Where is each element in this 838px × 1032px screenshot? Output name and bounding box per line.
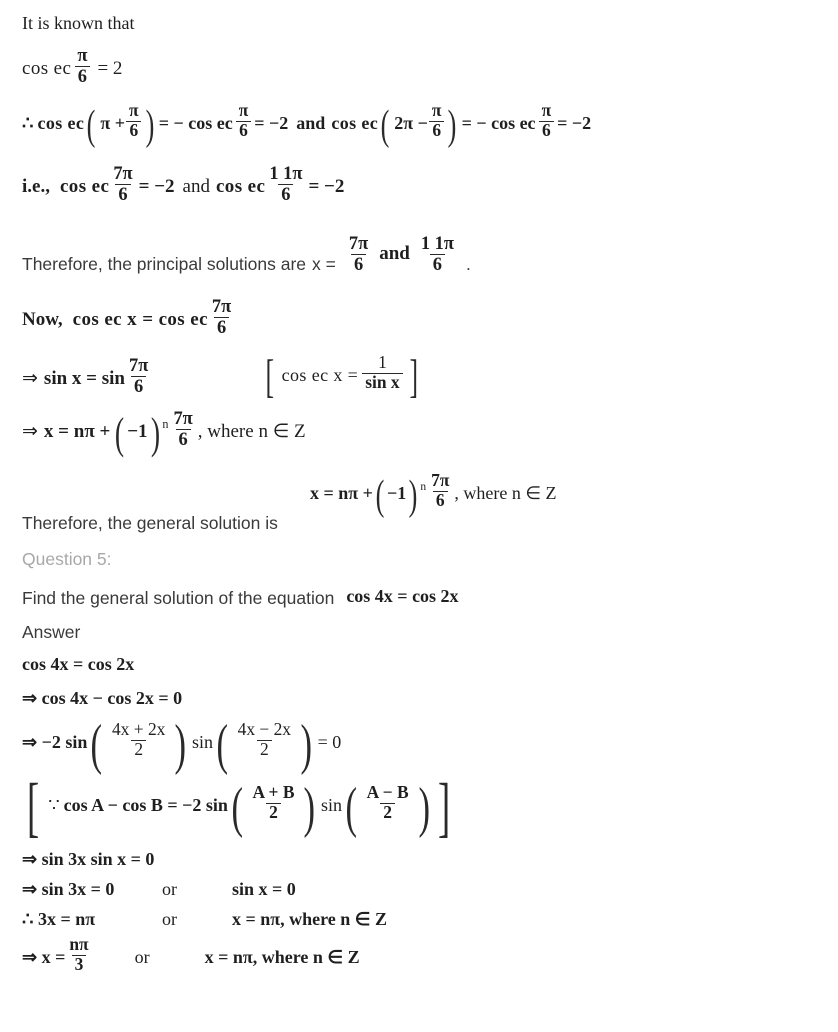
step-7-equation	[22, 934, 360, 977]
now-label: Now,	[22, 308, 63, 330]
paren-close-b: )	[448, 101, 457, 149]
fraction-denominator: 6	[236, 121, 251, 140]
exponent-n: n	[162, 416, 169, 431]
paren-open-2: (	[345, 776, 358, 839]
fraction-numerator: 7π	[173, 408, 193, 429]
implies-arrow: ⇒	[22, 421, 38, 443]
fraction-denominator: 6	[126, 121, 141, 140]
arg-a-lead: π +	[100, 113, 126, 134]
fraction-numerator: 1 1π	[420, 233, 454, 253]
res-a-value: = −2	[254, 113, 289, 134]
step-2-text: ⇒ cos 4x − cos 2x = 0	[22, 688, 183, 708]
fraction-numerator: 1 1π	[269, 163, 303, 184]
fraction-denominator: 2	[131, 740, 146, 759]
cosec-x-expression: cos ec x = cos ec	[72, 308, 208, 330]
paren-open-1: (	[231, 776, 243, 839]
principal-solutions-text: Therefore, the principal solutions are	[22, 254, 307, 275]
fraction-denominator: 2	[266, 803, 281, 822]
step-5-right: sin x = 0	[232, 879, 296, 899]
step-5-equation	[22, 879, 296, 900]
fraction-pi-6	[74, 46, 90, 86]
answer-text: Answer	[22, 622, 81, 642]
arg-b-lead: 2π −	[394, 113, 428, 134]
x-equals-npi: x = nπ +	[43, 420, 111, 442]
value-b: = −2	[308, 175, 345, 197]
now-cosec-line	[22, 296, 235, 340]
paren-close-1: )	[303, 776, 316, 839]
exponent-n: n	[420, 480, 427, 493]
step-7-lead: ⇒ x =	[22, 947, 66, 968]
fraction-numerator: 1	[378, 352, 387, 373]
cosec-pi-6-equation	[22, 45, 126, 89]
mid-a-text: = − cos ec	[158, 113, 233, 134]
fraction-a-minus-b-over-2	[364, 784, 412, 822]
fraction-denominator: 6	[115, 184, 130, 204]
paren-open-b: (	[380, 101, 390, 149]
fraction-4x-plus-2x-over-2	[109, 721, 168, 759]
step-6-equation	[22, 909, 387, 930]
fraction-denominator: 6	[429, 121, 444, 140]
fraction-denominator: 6	[433, 491, 448, 510]
step-3-equation	[22, 713, 343, 776]
minus-one-term: −1	[386, 483, 407, 504]
fraction-7pi-6	[209, 297, 234, 337]
fraction-denominator: 2	[257, 740, 272, 759]
fraction-numerator: 4x + 2x	[111, 719, 166, 740]
paren-close-a: )	[145, 101, 155, 149]
fraction-numerator: π	[129, 100, 139, 121]
cos-difference-identity-box	[22, 771, 455, 845]
step-7-right: x = nπ, where n ∈ Z	[204, 947, 360, 968]
fraction-denominator: 2	[380, 803, 395, 822]
fraction-7pi-6	[110, 164, 135, 204]
cosec-label-7pi: cos ec	[59, 175, 110, 197]
fraction-denominator: 6	[75, 66, 90, 86]
cosec-identity-lhs: cos ec x =	[281, 365, 359, 386]
paren-open: (	[115, 408, 125, 459]
fraction-a-res	[236, 102, 252, 140]
fraction-numerator: π	[238, 100, 249, 121]
fraction-numerator: π	[77, 45, 88, 66]
cosec-label-b: cos ec	[331, 113, 379, 134]
value-a: = −2	[138, 175, 175, 197]
cosec-label: cos ec	[22, 57, 72, 79]
mid-b-text: = − cos ec	[461, 113, 536, 134]
step-1-equation	[22, 654, 134, 675]
x-equals-label: x =	[312, 254, 336, 275]
fraction-numerator: 7π	[128, 355, 149, 376]
bracket-close-icon: ]	[438, 771, 451, 845]
fraction-numerator: A − B	[366, 782, 409, 803]
conjunction-and: and	[296, 113, 326, 134]
conjunction-and: and	[182, 175, 210, 197]
cosec-supplementary-line	[22, 100, 593, 149]
cosec-identity-box	[262, 350, 421, 403]
fraction-numerator: 7π	[431, 470, 450, 491]
bracket-open-icon: [	[265, 350, 275, 403]
fraction-principal-2	[418, 234, 457, 274]
cosec-label-a: cos ec	[37, 113, 85, 134]
question-5-label: Question 5:	[22, 549, 112, 569]
step-6-right: x = nπ, where n ∈ Z	[232, 909, 387, 929]
step-3-lead: ⇒ −2 sin	[22, 732, 88, 753]
fraction-b-arg	[429, 102, 445, 140]
identity-lhs: cos A − cos B = −2 sin	[63, 795, 228, 816]
formula-lhs: x = nπ +	[310, 483, 373, 504]
fraction-denominator: 6	[539, 121, 554, 140]
known-that-text: It is known that	[22, 13, 135, 33]
general-solution-formula	[310, 470, 557, 519]
step-4-equation	[22, 849, 154, 870]
identity-mid-sin: sin	[321, 795, 343, 816]
fraction-7pi-6	[428, 472, 452, 510]
fraction-denominator: 6	[278, 184, 293, 204]
sin-x-line	[22, 355, 152, 399]
paren-open-2: (	[216, 713, 229, 776]
paren-open-1: (	[90, 713, 103, 776]
paren-close-2: )	[300, 713, 313, 776]
answer-label	[22, 622, 80, 643]
step-6-left: ∴ 3x = nπ	[22, 909, 96, 929]
fraction-1-over-sinx	[362, 354, 402, 392]
because-symbol: ∵	[48, 795, 60, 816]
sin-x-expression: sin x = sin	[43, 367, 125, 389]
step-2-equation	[22, 688, 182, 709]
fraction-numerator: π	[431, 100, 442, 121]
question-5-prompt	[22, 588, 459, 609]
fraction-denominator: 6	[214, 317, 229, 337]
fraction-denominator: 6	[131, 376, 146, 396]
step-4-text: ⇒ sin 3x sin x = 0	[22, 849, 155, 869]
known-that-line	[22, 13, 135, 34]
minus-one-term: −1	[127, 420, 148, 442]
question-5-prompt-math: cos 4x = cos 2x	[346, 586, 459, 606]
step-7-or: or	[134, 947, 150, 968]
fraction-numerator: 4x − 2x	[237, 719, 292, 740]
question-5-heading	[22, 549, 112, 570]
implies-arrow: ⇒	[22, 368, 38, 390]
cosec-label-11pi: cos ec	[215, 175, 266, 197]
bracket-open-icon: [	[26, 771, 40, 845]
fraction-4x-minus-2x-over-2	[235, 721, 294, 759]
general-solution-label	[22, 513, 278, 534]
fraction-npi-over-3	[66, 936, 91, 974]
fraction-denominator: 6	[176, 429, 191, 449]
ie-label: i.e.,	[22, 175, 50, 197]
general-x-line	[22, 408, 306, 459]
fraction-denominator: 6	[351, 254, 366, 274]
cosec-values-line	[22, 163, 346, 207]
step-5-or: or	[162, 879, 177, 899]
step-6-or: or	[162, 909, 177, 929]
fraction-denominator: 3	[72, 955, 87, 974]
fraction-11pi-6	[266, 164, 305, 204]
fraction-7pi-6	[126, 356, 151, 396]
step-5-left: ⇒ sin 3x = 0	[22, 879, 115, 899]
paren-open-a: (	[87, 101, 96, 149]
paren-close: )	[408, 471, 418, 519]
fraction-numerator: π	[541, 100, 552, 121]
fraction-denominator: 6	[430, 254, 445, 274]
fraction-principal-1	[346, 234, 371, 274]
where-n-in-z: , where n ∈ Z	[454, 483, 557, 504]
period-mark: .	[465, 254, 471, 275]
general-solution-text: Therefore, the general solution is	[22, 513, 278, 533]
step-3-mid-sin: sin	[191, 732, 213, 753]
fraction-b-res	[539, 102, 555, 140]
fraction-a-arg	[126, 102, 142, 140]
where-n-in-z: , where n ∈ Z	[197, 421, 306, 443]
bracket-close-icon: ]	[409, 350, 418, 403]
fraction-numerator: A + B	[252, 782, 295, 803]
fraction-numerator: 7π	[348, 233, 369, 253]
question-5-prompt-text: Find the general solution of the equation	[22, 588, 335, 608]
paren-close: )	[150, 408, 160, 459]
fraction-denominator: sin x	[362, 373, 402, 392]
therefore-symbol: ∴	[22, 113, 34, 134]
paren-close-2: )	[418, 776, 430, 839]
fraction-numerator: 7π	[113, 163, 133, 184]
fraction-numerator: 7π	[211, 296, 232, 317]
fraction-7pi-6	[170, 409, 195, 449]
paren-open: (	[375, 471, 385, 519]
equals-two: = 2	[97, 57, 123, 79]
res-b-value: = −2	[557, 113, 592, 134]
step-1-text: cos 4x = cos 2x	[22, 654, 135, 674]
conjunction-and: and	[379, 242, 410, 264]
paren-close-1: )	[174, 713, 187, 776]
fraction-numerator: nπ	[69, 934, 89, 955]
fraction-a-plus-b-over-2	[250, 784, 298, 822]
step-3-tail: = 0	[317, 732, 342, 753]
